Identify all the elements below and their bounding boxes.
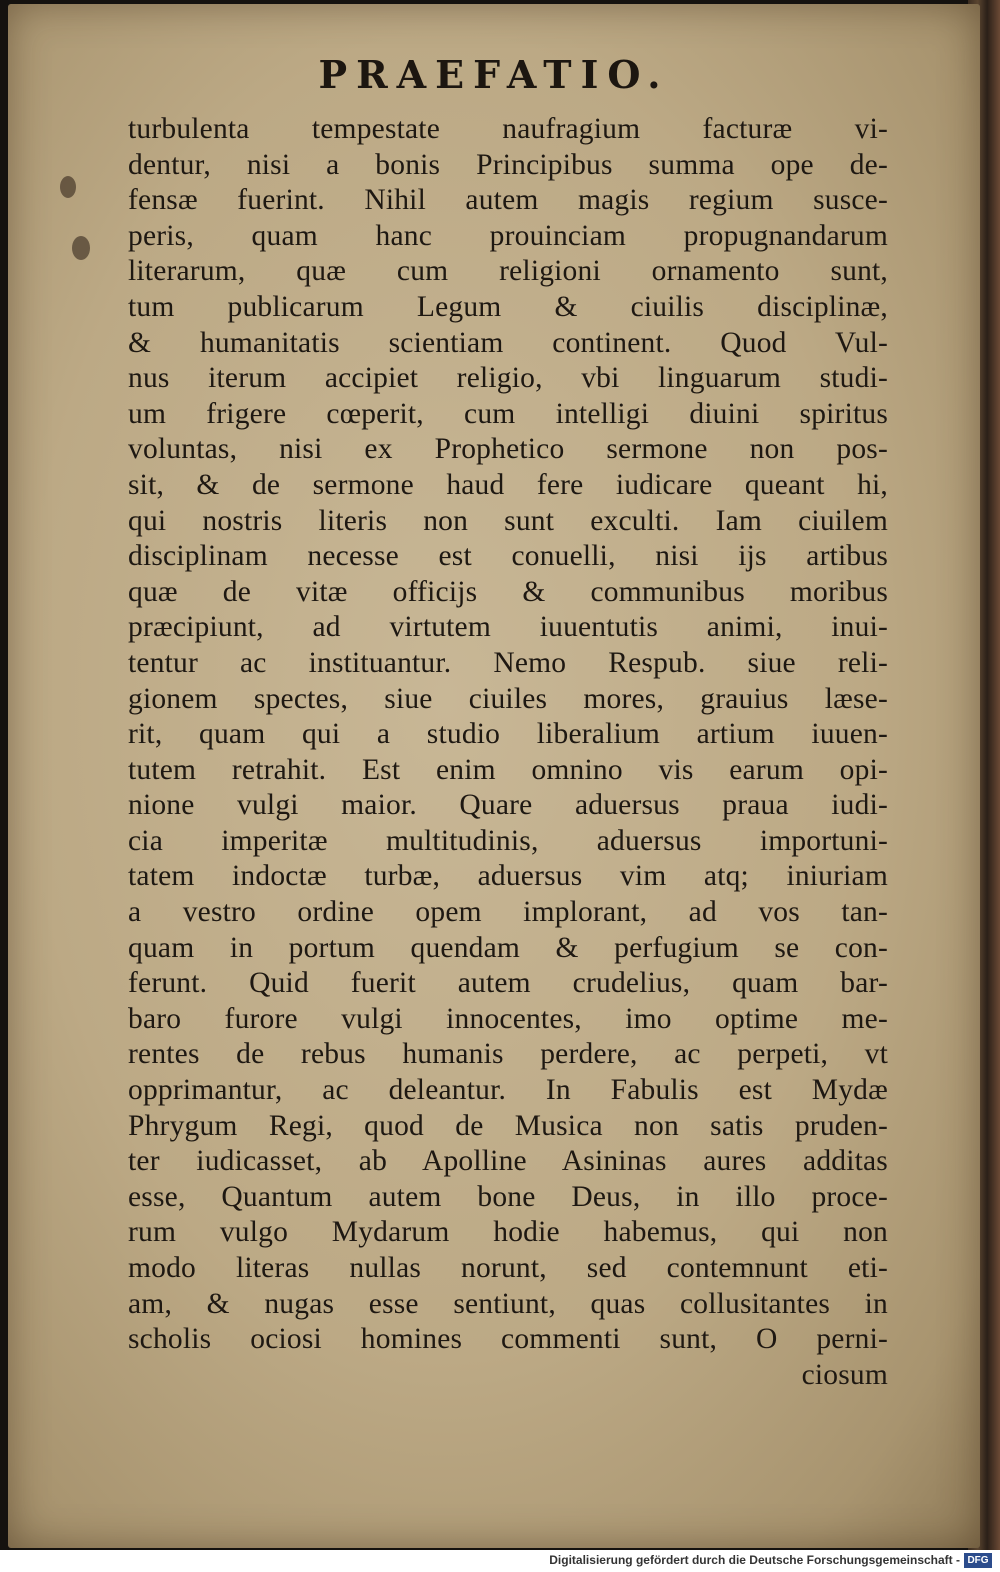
text-line: rentes de rebus humanis perdere, ac perpeti, vt: [128, 1038, 888, 1071]
text-line: quæ de vitæ officijs & communibus moribus: [128, 575, 888, 608]
text-line: nus iterum accipiet religio, vbi linguarum studi-: [128, 362, 888, 395]
text-line: scholis ociosi homines commenti sunt, O perni-: [128, 1323, 888, 1356]
text-line: dentur, nisi a bonis Principibus summa ope de-: [128, 148, 888, 181]
text-line: præcipiunt, ad virtutem iuuentutis animi, inui-: [128, 611, 888, 644]
text-line: esse, Quantum autem bone Deus, in illo proce-: [128, 1180, 888, 1213]
text-line: Phrygum Regi, quod de Musica non satis pruden-: [128, 1109, 888, 1142]
text-line: qui nostris literis non sunt exculti. Iam ciuilem: [128, 504, 888, 537]
text-line: disciplinam necesse est conuelli, nisi ijs artibus: [128, 540, 888, 573]
ink-stain: [72, 236, 90, 260]
text-line: & humanitatis scientiam continent. Quod Vul-: [128, 326, 888, 359]
text-line: tentur ac instituantur. Nemo Respub. siue reli-: [128, 646, 888, 679]
text-line: ferunt. Quid fuerit autem crudelius, quam bar-: [128, 967, 888, 1000]
body-text: [128, 112, 888, 1393]
text-line: quam in portum quendam & perfugium se con-: [128, 931, 888, 964]
book-page: [8, 4, 980, 1548]
text-line: opprimantur, ac deleantur. In Fabulis est Mydæ: [128, 1074, 888, 1107]
text-line: am, & nugas esse sentiunt, quas collusitantes in: [128, 1287, 888, 1320]
footer-bar: [0, 1550, 1000, 1572]
text-line: gionem spectes, siue ciuiles mores, grauius læse-: [128, 682, 888, 715]
dfg-logo-icon: DFG: [964, 1553, 992, 1568]
text-line: cia imperitæ multitudinis, aduersus importuni-: [128, 824, 888, 857]
text-line: turbulenta tempestate naufragium facturæ vi-: [128, 113, 888, 145]
text-line: ter iudicasset, ab Apolline Asininas aures additas: [128, 1145, 888, 1178]
text-line: tum publicarum Legum & ciuilis disciplinæ,: [128, 290, 888, 323]
text-line: peris, quam hanc prouinciam propugnandarum: [128, 219, 888, 252]
text-line: voluntas, nisi ex Prophetico sermone non pos-: [128, 433, 888, 466]
ink-stain: [60, 176, 76, 198]
running-head: PRAEFATIO.: [318, 52, 670, 97]
text-line: literarum, quæ cum religioni ornamento sunt,: [128, 255, 888, 288]
text-line: ciosum: [801, 1358, 888, 1391]
text-line: rum vulgo Mydarum hodie habemus, qui non: [128, 1216, 888, 1249]
text-line: sit, & de sermone haud fere iudicare queant hi,: [128, 468, 888, 501]
text-line: baro furore vulgi innocentes, imo optime me-: [128, 1002, 888, 1035]
text-line: modo literas nullas norunt, sed contemnunt eti-: [128, 1252, 888, 1284]
footer-credit: Digitalisierung gefördert durch die Deutsche Forschungsgemeinschaft -: [549, 1553, 960, 1567]
text-line: nione vulgi maior. Quare aduersus praua iudi-: [128, 789, 888, 822]
text-line: um frigere cœperit, cum intelligi diuini spiritus: [128, 397, 888, 430]
text-line: fensæ fuerint. Nihil autem magis regium susce-: [128, 184, 888, 217]
text-line: tatem indoctæ turbæ, aduersus vim atq; iniuriam: [128, 860, 888, 893]
text-line: tutem retrahit. Est enim omnino vis earum opi-: [128, 753, 888, 786]
text-line: rit, quam qui a studio liberalium artium iuuen-: [128, 718, 888, 751]
text-line: a vestro ordine opem implorant, ad vos tan-: [128, 896, 888, 929]
